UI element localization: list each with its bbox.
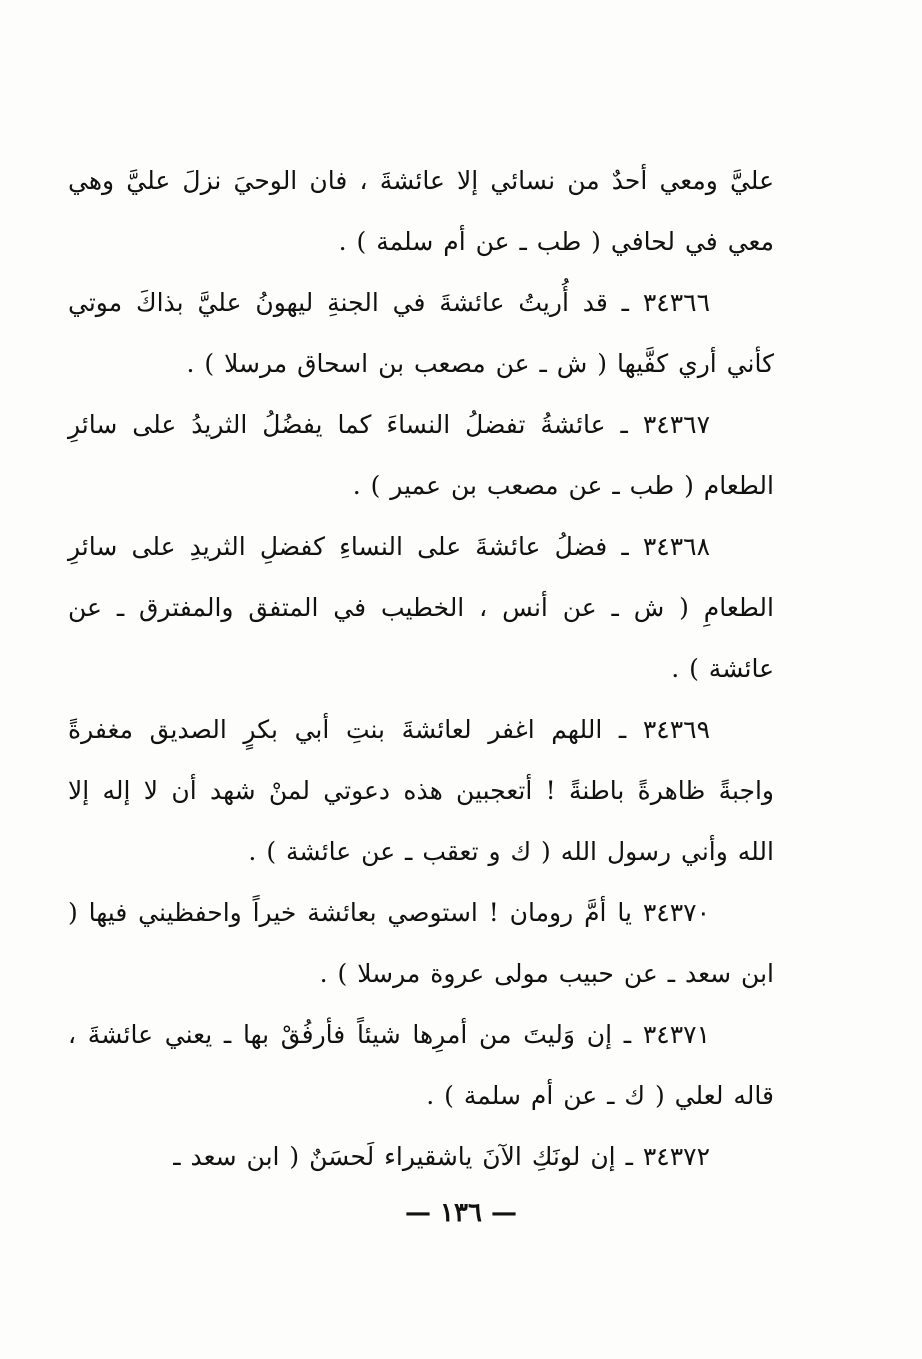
hadith-34370: ٣٤٣٧٠ يا أمَّ رومان ! استوصي بعائشة خيراً واحفظيني فيها ( ابن سعد ـ عن حبيب مولى عروة مرسلا ) . — [68, 898, 774, 988]
hadith-34368: ٣٤٣٦٨ ـ فضلُ عائشةَ على النساءِ كفضلِ الثريدِ على سائرِ الطعامِ ( ش ـ عن أنس ، الخطيب في المتفق والمفترق ـ عن عائشة ) . — [68, 532, 774, 683]
hadith-34367: ٣٤٣٦٧ ـ عائشةُ تفضلُ النساءَ كما يفضُلُ الثريدُ على سائرِ الطعام ( طب ـ عن مصعب بن عمير ) . — [68, 410, 774, 500]
page-number: — ١٣٦ — — [404, 1198, 518, 1228]
hadith-34372: ٣٤٣٧٢ ـ إن لونَكِ الآنَ ياشقيراء لَحسَنٌ ( ابن سعد ـ — [173, 1142, 710, 1171]
paragraph-continuation: عليَّ ومعي أحدٌ من نسائي إلا عائشةَ ، فان الوحيَ نزلَ عليَّ وهي معي في لحافي ( طب ـ عن أم سلمة ) . — [68, 166, 774, 256]
hadith-34366: ٣٤٣٦٦ ـ قد أُريتُ عائشةَ في الجنةِ ليهونُ عليَّ بذاكَ موتي كأني أري كفَّيها ( ش ـ عن مصعب بن اسحاق مرسلا ) . — [68, 288, 774, 378]
page-body-text — [68, 150, 774, 1187]
hadith-34369: ٣٤٣٦٩ ـ اللهم اغفر لعائشةَ بنتِ أبي بكرٍ الصديق مغفرةً واجبةً ظاهرةً باطنةً ! أتعجبين هذه دعوتي لمنْ شهد أن لا إله إلا الله وأني رسول الله ( ك و تعقب ـ عن عائشة ) . — [68, 715, 774, 866]
hadith-34371: ٣٤٣٧١ ـ إن وَليتَ من أمرِها شيئاً فأرفُقْ بها ـ يعني عائشةَ ، قاله لعلي ( ك ـ عن أم سلمة ) . — [68, 1020, 774, 1110]
